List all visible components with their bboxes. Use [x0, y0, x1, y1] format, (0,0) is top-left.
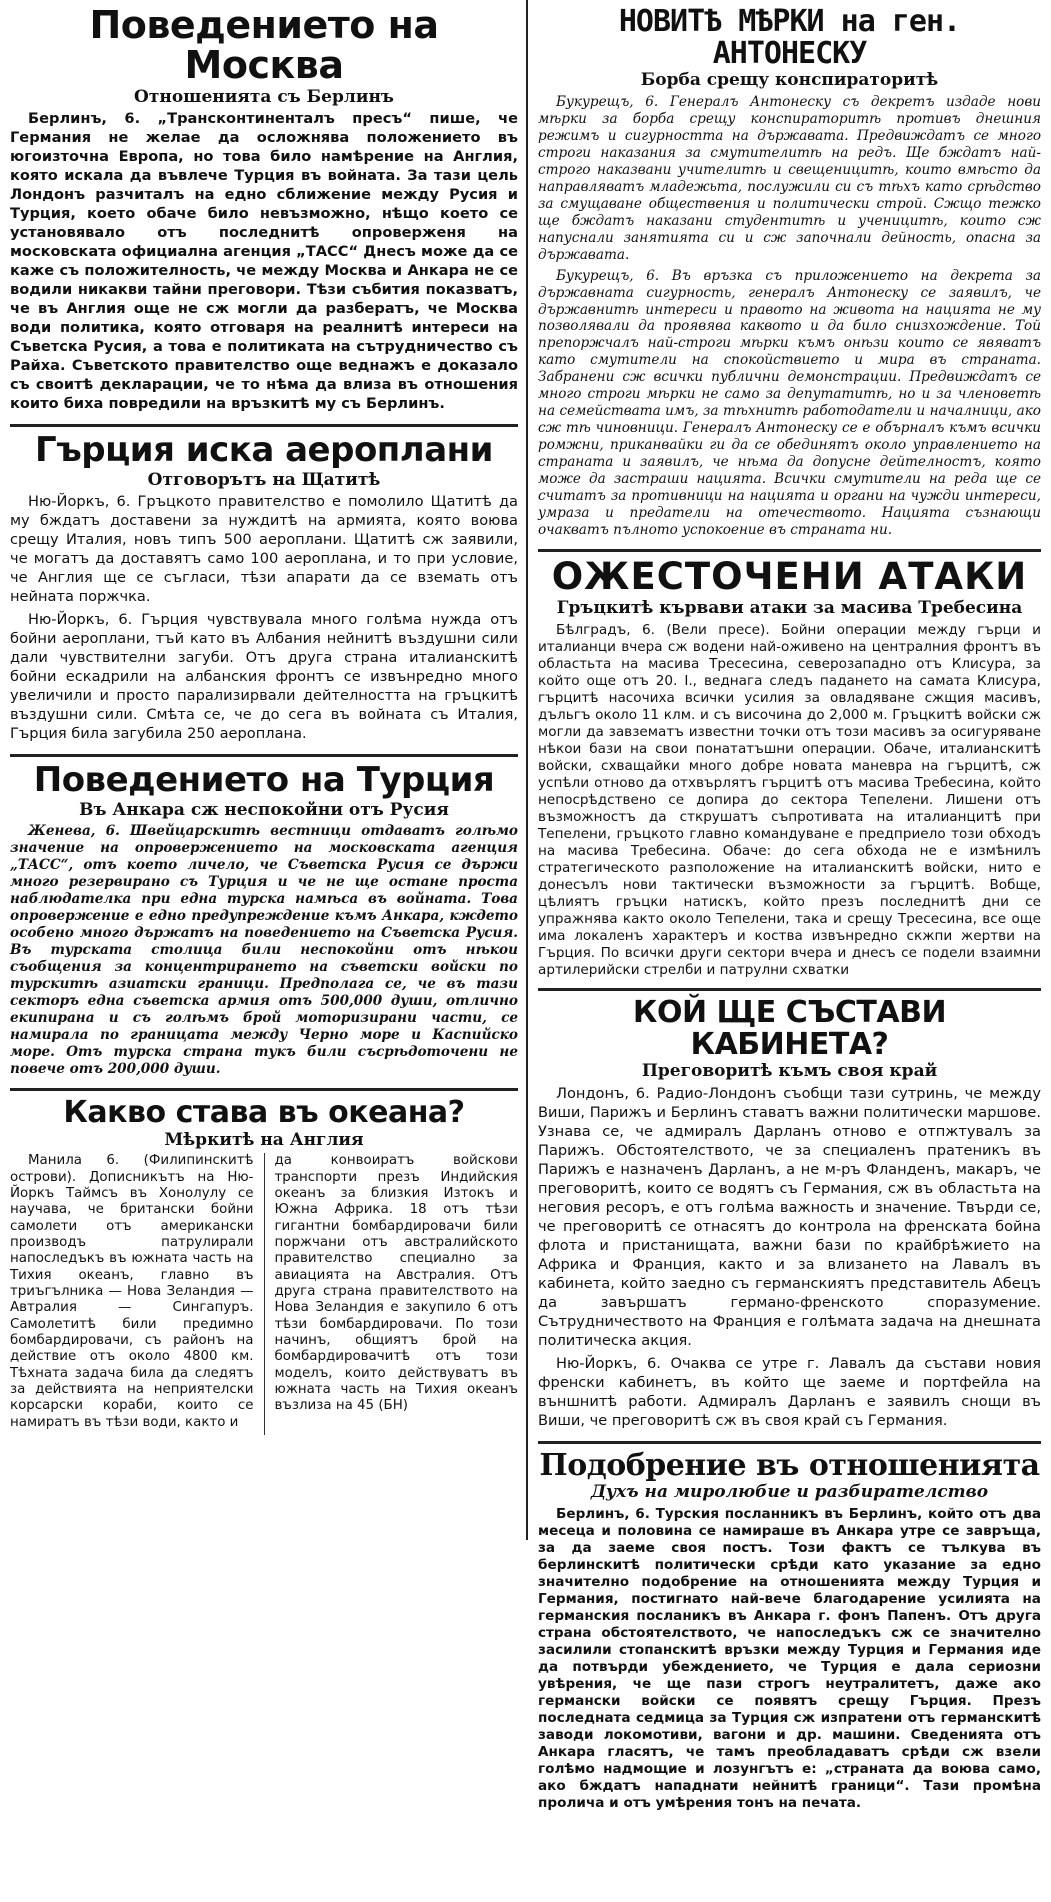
paragraph: Женева, 6. Швейцарскитѣ вестници отдаватъ голѣмо значение на опровержението на московската агенция „ТАСС“, отъ което личело, че Съветска Русия се държи много резервирано съ Турция и че не ще остане проста наблюдателка при една турска намѣса въ войната. Това опровержение е едно предупреждение къмъ Анкара, кждето особено много държатъ на поведението на Съветска Русия. Въ турската столица били неспокойни отъ нѣкои съобщения за концентрирането на съветски войски по турскитѣ азиатски граници. Предполага се, че въ тази секторъ една съветска армия отъ 500,000 души, отлично екипирана и съ голѣмъ брой моторизирани части, се намирала по границата между Черно море и Каспийско море. Отъ турска страна тукъ били съсрѣдоточени не повече отъ 200,000 души. [10, 823, 518, 1078]
headline: Какво става въ океана? [63, 1095, 465, 1131]
column-divider [264, 1153, 265, 1435]
paragraph: Манила 6. (Филипинскитѣ острови). Дописникътъ на Ню-Йоркъ Таймсъ въ Хонолулу се научава, че британски бойни самолети отъ американски производъ патрулирали напоследъкъ въ южната часть на Тихия океанъ, главно въ триъгълника — Нова Зеландия — Автралия — Сингапуръ. Самолетитѣ били предимно бомбардировачи, съ районъ на действие отъ около 4800 км. Тѣхната задача била да следятъ за действията на неприятелски корсарски кораби, които се намиратъ въ тѣзи води, както и [10, 1153, 254, 1430]
paragraph: Букурещъ, 6. Генералъ Антонеску съ декретъ издаде нови мѣрки за борба срещу конспираторитѣ противъ днешния режимъ и сигурността на държавата. Предвиждатъ се много строги наказания за смутителитѣ на редъ. Ще бждатъ най-строго наказвани учителитѣ и свещеницитѣ, които вмѣсто да направляватъ младежьта, послужили си съ тѣхъ като срѣдство за смущаване обществения и политически строй. Сжщо тежко ще бждатъ наказани студентитѣ и ученицитѣ, които сж напуснали занятията си и сж започнали дейность, опасна за държавата. [538, 93, 1041, 263]
article-antonescu [538, 6, 1041, 552]
article-body [10, 110, 518, 414]
headline: Поведението на Турция [33, 759, 495, 800]
paragraph: да конвоиратъ войскови транспорти презъ Индийския океанъ за близкия Изтокъ и Южна Африка. 18 отъ тѣзи гигантни бомбардировачи били поржчани отъ австралийското правителство специално за авиацията на Австралия. Отъ друга страна правителството на Нова Зеландия е закупило 6 отъ тѣзи бомбардировачи. По този начинъ, общиятъ брой на бомбардировачитѣ отъ този моделъ, които действуватъ въ южната часть на Тихия океанъ възлиза на 45 (БН) [274, 1153, 518, 1414]
article-turkey [10, 759, 518, 1091]
article-moscow [10, 3, 518, 427]
article-body [538, 94, 1041, 540]
headline: Поведението на Москва [89, 3, 439, 87]
paragraph: Берлинъ, 6. „Трансконтиненталъ пресъ“ пише, че Германия не желае да осложнява положението въ югоизточна Европа, но това било намѣрение на Англия, която искала да въвлече Турция въ войната. За тази цель Лондонъ разчиталъ на едно сближение между Русия и Турция, което обаче било невъзможно, нѣщо което се установявало отъ последнитѣ опроверженя на московската официална агенция „ТАСС“ Днесъ може да се каже съ положителность, че между Москва и Анкара не се водили никакви тайни преговори. Тѣзи събития показватъ, че въ Англия още не сж могли да разбератъ, че Москва води политика, която отговаря на реалнитѣ интереси на Съветска Русия, а това е политиката на сътрудничество съ Райха. Съветското правителство още веднажъ е доказало съ своитѣ декларации, че то нѣма да влиза въ отношения които биха повредили на връзкитѣ му съ Берлинъ. [10, 110, 518, 412]
headline: ОЖЕСТОЧЕНИ АТАКИ [551, 555, 1028, 599]
article-attacks [538, 555, 1041, 991]
paragraph: Лондонъ, 6. Радио-Лондонъ съобщи тази сутринь, че между Виши, Парижъ и Берлинъ ставатъ важни политически маршове. Узнава се, че адмиралъ Дарланъ отново е отпжтувалъ за Парижъ. Обстоятелството, че за специаленъ пратеникъ въ Парижъ е назначенъ Дарланъ, а не м-ръ Фланденъ, макаръ, че преговоритѣ, които се водятъ съ Германия, сж въ областьта на неговия ресоръ, е отъ голѣма важность и значение. Твърди се, че преговоритѣ се отнасятъ до контрола на френската бойна флота и пристанищата, важни бази по крайбрѣжието на Африка и Франция, както и за влизането на Лавалъ въ кабинета, който заедно съ германскиятъ представитель Абецъ да завършатъ германо-френското споразумение. Сътрудничеството на Франция е голѣмата задача на днешната политическа акция. [538, 1085, 1041, 1349]
paragraph: Ню-Йоркъ, 6. Гръцкото правителство е помолило Щатитѣ да му бждатъ доставени за нуждитѣ на армията, която воюва срещу Италия, новъ типъ 500 аероплани. Щатитѣ сж заявили, че могатъ да доставятъ само 100 аероплана, и то при условие, че Англия ще се съгласи, тѣзи апарати да се вземать отъ нейната поржчка. [10, 493, 518, 606]
paragraph: Букурещъ, 6. Въ връзка съ приложението на декрета за държавната сигурность, генералъ Антонеску се заявилъ, че държавнитѣ интереси и правото на живота на нацията не му позволявали да проявява каквото и да било снизхождение. Той препоржчалъ най-строги мѣрки къмъ онѣзи които се явяватъ като смутители на спокойствието и мира въ страната. Забранени сж всички публични демонстрации. Предвиждатъ се много строги мѣрки не само за депутатитѣ, но и за членоветѣ на семействата имъ, за тѣхнитѣ работодатели и началници, ако сж тѣ чиновници. Генералъ Антонеску се е обърналъ къмъ всички ромжни, приканвайки ги да се обединятъ около управлението на страната и заявилъ, че нѣма да допусне дейтелностъ, която може да застраши нацията. Всички смутители на реда ще се считатъ за противници на нацията и органи на чужди интереси, умраза и предатели на отечеството. Нацията съзнающи очакватъ пълното успокоение въ страната ни. [538, 267, 1041, 539]
article-body [538, 622, 1041, 979]
headline: Гърция иска аероплани [35, 429, 493, 470]
paragraph: Берлинъ, 6. Турския посланникъ въ Берлинъ, който отъ два месеца и половина се намираше въ Анкара утре се завръща, за да заеме своя постъ. Този фактъ се тълкува въ берлинскитѣ политически срѣди като указание за едно значително подобрение на отношенията между Турция и Германия, постигнато най-вече благодарение усилията на германския посланикъ въ Анкара г. фонъ Папенъ. Отъ друга страна обстоятелството, че напоследъкъ сж се значително засилили стопанскитѣ връзки между Турция и Германия иде да потвърди убеждението, че Турция е дала сериозни увѣрения, че ще пази строгъ неутралитетъ, даже ако германски войски се появятъ срещу Гърция. Презъ последната седмица за Турция сж изпратени отъ германскитѣ заводи локомотиви, вагони и др. машини. Сведенията отъ Анкара гласятъ, че тамъ преобладаватъ срѣди сж взели голѣмо надмощие и лозунгътъ е: „страната да воюва само, ако бждатъ нападнати нейнитѣ граници“. Тази промѣна пролича и отъ умѣрения тонъ на печата. [538, 1505, 1041, 1811]
headline: НОВИТѢ МѢРКИ на ген. АНТОНЕСКУ [618, 4, 961, 71]
subheadline: Въ Анкара сж неспокойни отъ Русия [79, 799, 449, 820]
headline: КОЙ ЩЕ СЪСТАВИ КАБИНЕТА? [632, 995, 947, 1062]
subheadline: Мѣркитѣ на Англия [164, 1129, 364, 1150]
article-body [10, 823, 518, 1078]
article-ocean [10, 1097, 518, 1441]
left-column [0, 0, 528, 1540]
two-column-body [10, 1153, 518, 1435]
article-body [538, 1506, 1041, 1812]
subheadline: Отговорътъ на Щатитѣ [147, 469, 381, 490]
column-a [10, 1153, 254, 1435]
paragraph: Ню-Йоркъ, 6. Гърция чувствувала много голѣма нужда отъ бойни аероплани, тъй като въ Албания нейнитѣ въздушни сили дали чувствителни загуби. Отъ друга страна италианскитѣ бойни ескадрили на албанския фронтъ се извънредно много увеличили и просто парализирвали дейтелността на гръцкитѣ въздушни сили. Смѣта се, че до сега въ войната съ Италия, Гърция била загубила 250 аероплана. [10, 611, 518, 742]
right-column [530, 0, 1051, 1902]
paragraph: Ню-Йоркъ, 6. Очаква се утре г. Лавалъ да състави новия френски кабинетъ, въ който ще заеме и портфейла на външнитѣ работи. Адмиралъ Дарланъ е заявилъ снощи въ Виши, че преговоритѣ сж въ своя край съ Германия. [538, 1354, 1041, 1429]
article-greece-planes [10, 429, 518, 757]
article-body [538, 1085, 1041, 1430]
article-relations [538, 1447, 1041, 1822]
subheadline: Отношенията съ Берлинъ [134, 86, 394, 107]
paragraph: Бѣлградъ, 6. (Вели пресе). Бойни операции между гърци и италианци вчера сж водени най-оживено на централния фронтъ въ областьта на масива Тресесина, северозападно отъ Клисура, за който още отъ 20. I., веднага следъ падането на самата Клисура, гърцитѣ насочиха всички усилия за овладяване сжщия масивъ, дъльгъ около 11 клм. и съ височина до 2,000 м. Гръцкитѣ войски сж могли да завзематъ известни точки отъ този масивъ за осигуряване нѣкои бази на свои понататъшни операции. Обаче, италианскитѣ войски, схващайки много добре новата маневра на гърцитѣ, сж успѣли отново да отхвърлятъ гърцитѣ отъ масива Требесина, който непосрѣдствено се допира до сектора Тепелени. Лишени отъ възможностъ да сткрушатъ съпротивата на италианцитѣ при Тепелени, гръцкото главно командуване е предприело този обходъ на масива Требесина. Обаче: до сега обхода не е измѣнилъ стратегическото разположение на италианскитѣ войски, нито е донесълъ нови тактически възможности за гърцитѣ. Вобще, цѣлиятъ гръцки натискъ, който презъ последнитѣ дни се упражнява както около Тепелени, така и срещу Тресесина, все още има локаленъ характеръ и коства извънредно скжпи жертви на Гърция. По всички други сектори вчера и днесъ се подели взаимни артилерийски стрелби и патрулни схватки [538, 621, 1041, 978]
subheadline: Борба срещу конспираторитѣ [640, 70, 939, 90]
headline: Подобрение въ отношенията [539, 1447, 1040, 1483]
article-cabinet [538, 997, 1041, 1443]
article-body [10, 493, 518, 744]
subheadline: Гръцкитѣ кървави атаки за масива Требесина [556, 598, 1023, 619]
subheadline: Духъ на миролюбие и разбирателство [590, 1482, 989, 1503]
subheadline: Преговоритѣ къмъ своя край [641, 1061, 938, 1082]
column-b [275, 1153, 519, 1435]
